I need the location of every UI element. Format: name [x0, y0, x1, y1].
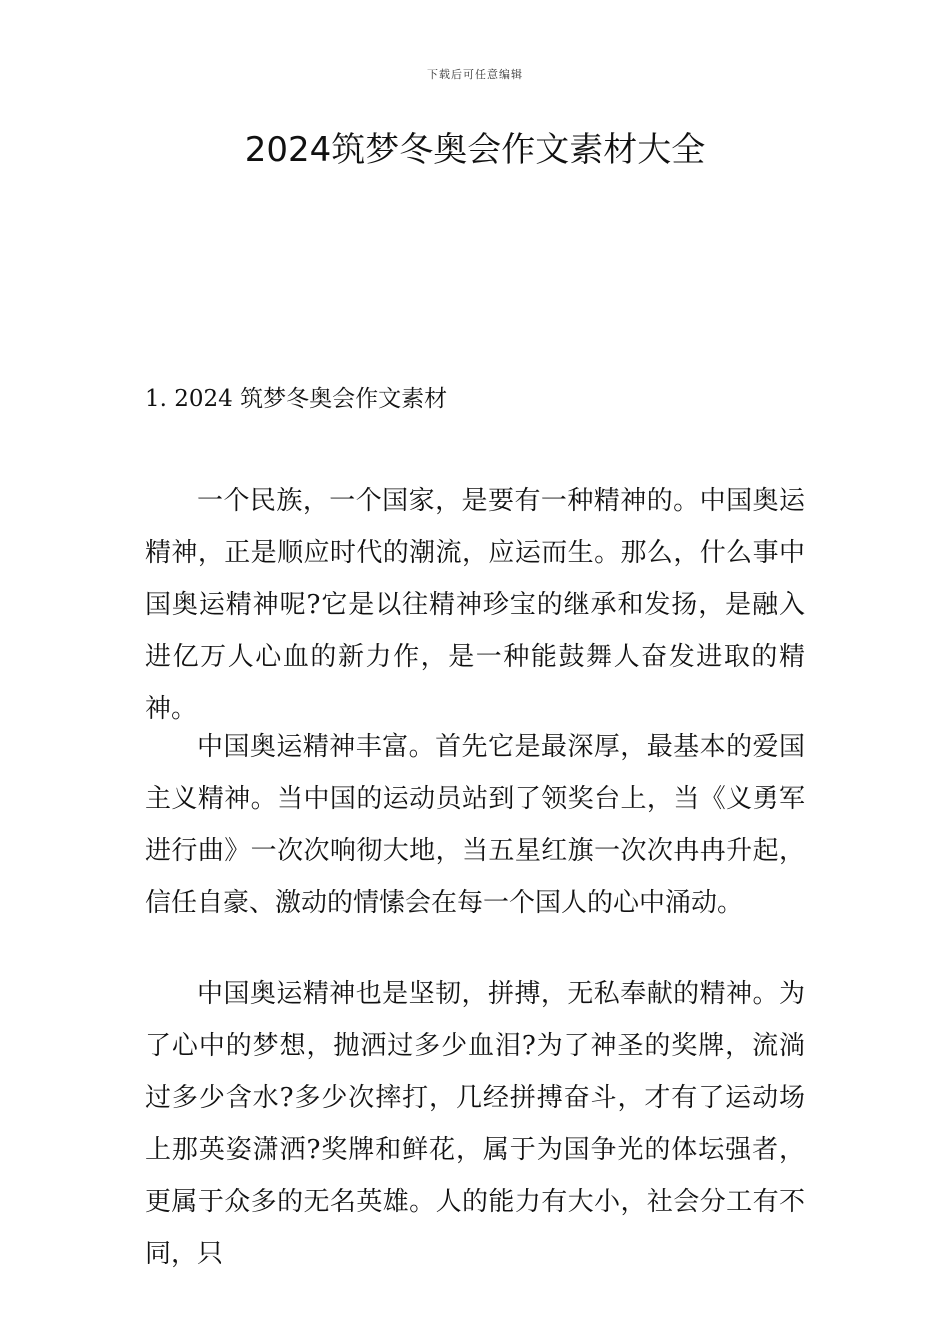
header-note: 下载后可任意编辑 — [427, 68, 523, 81]
section-heading: 1. 2024 筑梦冬奥会作文素材 — [145, 386, 448, 412]
paragraph-2: 中国奥运精神丰富。首先它是最深厚，最基本的爱国主义精神。当中国的运动员站到了领奖台上，当《义勇军进行曲》一次次响彻大地，当五星红旗一次次冉冉升起，信任自豪、激动的情愫会在每一个国人的心中涌动。 — [145, 732, 805, 918]
document-title: 2024筑梦冬奥会作文素材大全 — [244, 130, 706, 170]
paragraph-1: 一个民族，一个国家，是要有一种精神的。中国奥运精神，正是顺应时代的潮流，应运而生。那么，什么事中国奥运精神呢?它是以往精神珍宝的继承和发扬，是融入进亿万人心血的新力作，是一种能鼓舞人奋发进取的精神。 — [145, 486, 805, 724]
paragraph-3: 中国奥运精神也是坚韧，拼搏，无私奉献的精神。为了心中的梦想，抛洒过多少血泪?为了神圣的奖牌，流淌过多少含水?多少次摔打，几经拼搏奋斗，才有了运动场上那英姿潇洒?奖牌和鲜花，属于为国争光的体坛强者，更属于众多的无名英雄。人的能力有大小，社会分工有不同，只 — [145, 979, 805, 1269]
